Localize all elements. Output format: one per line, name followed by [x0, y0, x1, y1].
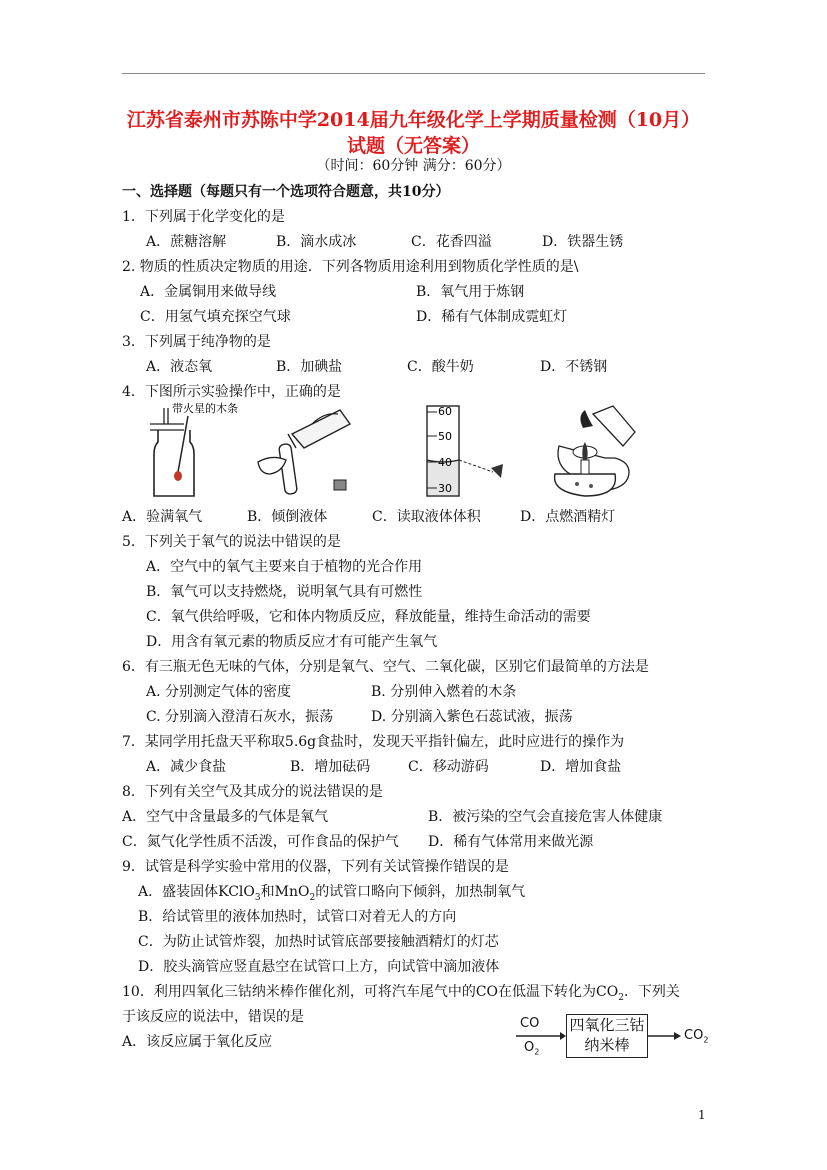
q7-stem: 7．某同学用托盘天平称取5.6g食盐时，发现天平指针偏左，此时应进行的操作为 — [122, 734, 625, 750]
q8-option-c: C．氮气化学性质不活泼，可作食品的保护气 — [122, 834, 399, 850]
q3-option-d: D．不锈钢 — [540, 359, 608, 375]
q2-option-c: C．用氢气填充探空气球 — [140, 309, 291, 325]
q1-option-c: C．花香四溢 — [411, 234, 492, 250]
q2-stem: 2. 物质的性质决定物质的用途．下列各物质用途利用到物质化学性质的是\ — [122, 259, 579, 275]
q9-option-b: B．给试管里的液体加热时，试管口对着无人的方向 — [138, 909, 457, 925]
q5-stem: 5．下列关于氧气的说法中错误的是 — [122, 534, 341, 550]
section-heading: 一、选择题（每题只有一个选项符合题意，共10分） — [122, 184, 450, 200]
catalyst-box — [566, 1014, 648, 1058]
q9-option-d: D．胶头滴管应竖直悬空在试管口上方，向试管中滴加液体 — [138, 959, 500, 975]
q5-option-a: A．空气中的氧气主要来自于植物的光合作用 — [146, 559, 423, 575]
figure-alcohol-lamp — [545, 402, 645, 500]
figure-reading-volume — [405, 402, 515, 500]
q9-option-a: A．盛装固体KClO$_3$和MnO$_2$的试管口略向下倾斜，加热制氧气 — [138, 884, 526, 903]
q6-option-c: C. 分别滴入澄清石灰水，振荡 — [146, 709, 334, 725]
splint-label: 带火星的木条 — [172, 402, 238, 415]
q2-option-b: B．氧气用于炼钢 — [416, 284, 525, 300]
q9-stem: 9．试管是科学实验中常用的仪器，下列有关试管操作错误的是 — [122, 859, 509, 875]
q4-option-c: C．读取液体体积 — [372, 509, 481, 525]
q2-option-a: A．金属铜用来做导线 — [140, 284, 277, 300]
q3-option-a: A．液态氧 — [146, 359, 213, 375]
q3-stem: 3．下列属于纯净物的是 — [122, 334, 271, 350]
document-title: 江苏省泰州市苏陈中学2014届九年级化学上学期质量检测（10月） — [126, 109, 701, 131]
q3-option-c: C．酸牛奶 — [407, 359, 474, 375]
q10-stem-line2: 于该反应的说法中，错误的是 — [122, 1009, 304, 1025]
catalyst-name: 四氧化三钴 — [569, 1016, 645, 1034]
q7-option-b: B．增加砝码 — [290, 759, 371, 775]
q6-option-d: D. 分别滴入紫色石蕊试液，振荡 — [371, 709, 573, 725]
tick-30: 30 — [438, 482, 452, 495]
figure-pouring-liquid — [252, 404, 356, 500]
q4-option-b: B．倾倒液体 — [247, 509, 328, 525]
q4-option-d: D．点燃酒精灯 — [520, 509, 616, 525]
q1-stem: 1．下列属于化学变化的是 — [122, 209, 285, 225]
tick-40: 40 — [438, 456, 452, 469]
q7-option-d: D．增加食盐 — [540, 759, 622, 775]
q8-option-a: A．空气中含量最多的气体是氧气 — [122, 809, 329, 825]
q10-stem: 10．利用四氧化三钴纳米棒作催化剂，可将汽车尾气中的CO在低温下转化为$CO_2$．下列关 — [122, 984, 680, 1003]
reactant-co: CO — [520, 1016, 540, 1031]
q5-option-d: D．用含有氧元素的物质反应才有可能产生氧气 — [146, 634, 438, 650]
tick-50: 50 — [438, 430, 452, 443]
figure-oxygen-test — [140, 398, 250, 502]
q1-option-a: A．蔗糖溶解 — [146, 234, 227, 250]
q3-option-b: B．加碘盐 — [276, 359, 343, 375]
document-title-line2: 试题（无答案） — [346, 135, 480, 157]
q7-option-c: C．移动游码 — [408, 759, 489, 775]
q9-option-c: C．为防止试管炸裂，加热时试管底部要接触酒精灯的灯芯 — [138, 934, 499, 950]
q5-option-c: C．氧气供给呼吸，它和体内物质反应，释放能量，维持生命活动的需要 — [146, 609, 591, 625]
header-rule — [122, 73, 705, 74]
catalyst-form: 纳米棒 — [584, 1036, 630, 1054]
q6-option-b: B. 分别伸入燃着的木条 — [371, 684, 517, 700]
q1-option-b: B．滴水成冰 — [276, 234, 357, 250]
q8-option-b: B．被污染的空气会直接危害人体健康 — [428, 809, 663, 825]
reactant-o2: $O_2$ — [524, 1040, 540, 1057]
exam-info: （时间：60分钟 满分：60分） — [316, 158, 511, 174]
q5-option-b: B．氧气可以支持燃烧，说明氧气具有可燃性 — [146, 584, 423, 600]
q8-option-d: D．稀有气体常用来做光源 — [428, 834, 594, 850]
q2-option-d: D．稀有气体制成霓虹灯 — [416, 309, 568, 325]
page-number: 1 — [698, 1108, 706, 1122]
product-co2: $CO_2$ — [684, 1028, 709, 1045]
q6-stem: 6．有三瓶无色无味的气体，分别是氧气、空气、二氧化碳，区别它们最简单的方法是 — [122, 659, 649, 675]
q10-option-a: A．该反应属于氧化反应 — [122, 1034, 273, 1050]
q4-stem: 4．下图所示实验操作中，正确的是 — [122, 384, 341, 400]
q6-option-a: A. 分别测定气体的密度 — [146, 684, 292, 700]
q4-option-a: A．验满氧气 — [122, 509, 203, 525]
q7-option-a: A．减少食盐 — [146, 759, 227, 775]
q1-option-d: D．铁器生锈 — [542, 234, 624, 250]
q8-stem: 8．下列有关空气及其成分的说法错误的是 — [122, 784, 383, 800]
tick-60: 60 — [438, 405, 452, 418]
